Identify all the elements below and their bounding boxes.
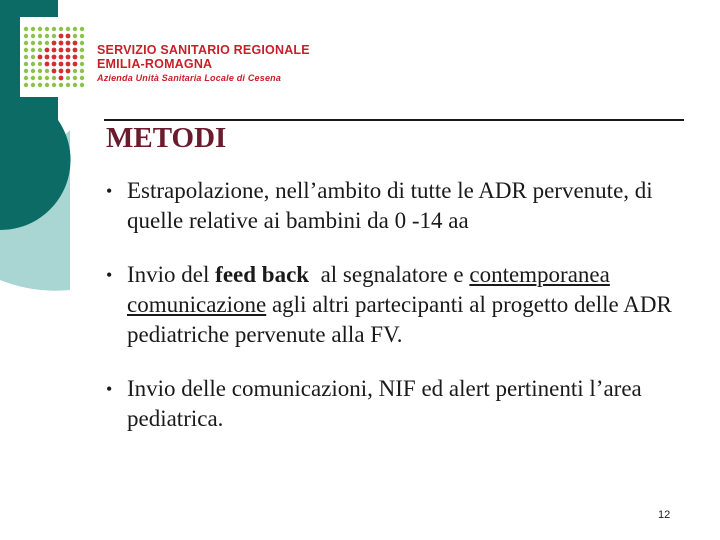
logo-line-3: Azienda Unità Sanitaria Locale di Cesena	[97, 73, 282, 83]
bullet-text-part: al segnalatore e	[309, 262, 470, 287]
logo-line-2: EMILIA-ROMAGNA	[97, 57, 213, 71]
bullet-list	[102, 176, 702, 434]
bullet-text-part: Invio del	[127, 262, 216, 287]
bullet-text-part: agli altri partecipanti al progetto delle ADR pediatriche pervenute alla FV.	[127, 292, 672, 347]
title-divider	[104, 119, 684, 121]
bullet-icon: •	[106, 265, 113, 285]
bullet-text: Invio delle comunicazioni, NIF ed alert pertinenti l’area pediatrica.	[127, 376, 642, 431]
logo-text	[97, 43, 310, 85]
bullet-item	[102, 374, 702, 434]
bullet-icon: •	[106, 379, 113, 399]
bullet-item	[102, 176, 702, 236]
bullet-text: Estrapolazione, nell’ambito di tutte le ADR pervenute, di quelle relative ai bambini da 0 -14 aa	[127, 178, 653, 233]
page-number: 12	[658, 509, 671, 521]
slide-title: METODI	[106, 122, 227, 154]
logo-dots-icon	[22, 23, 88, 93]
bullet-icon: •	[106, 181, 113, 201]
bullet-item	[102, 260, 702, 350]
logo-block	[20, 17, 310, 97]
bullet-bold-text: feed back	[215, 262, 310, 287]
bullet-underlined-text: contemporanea comunicazione	[127, 262, 610, 317]
logo-line-1: SERVIZIO SANITARIO REGIONALE	[97, 43, 310, 57]
